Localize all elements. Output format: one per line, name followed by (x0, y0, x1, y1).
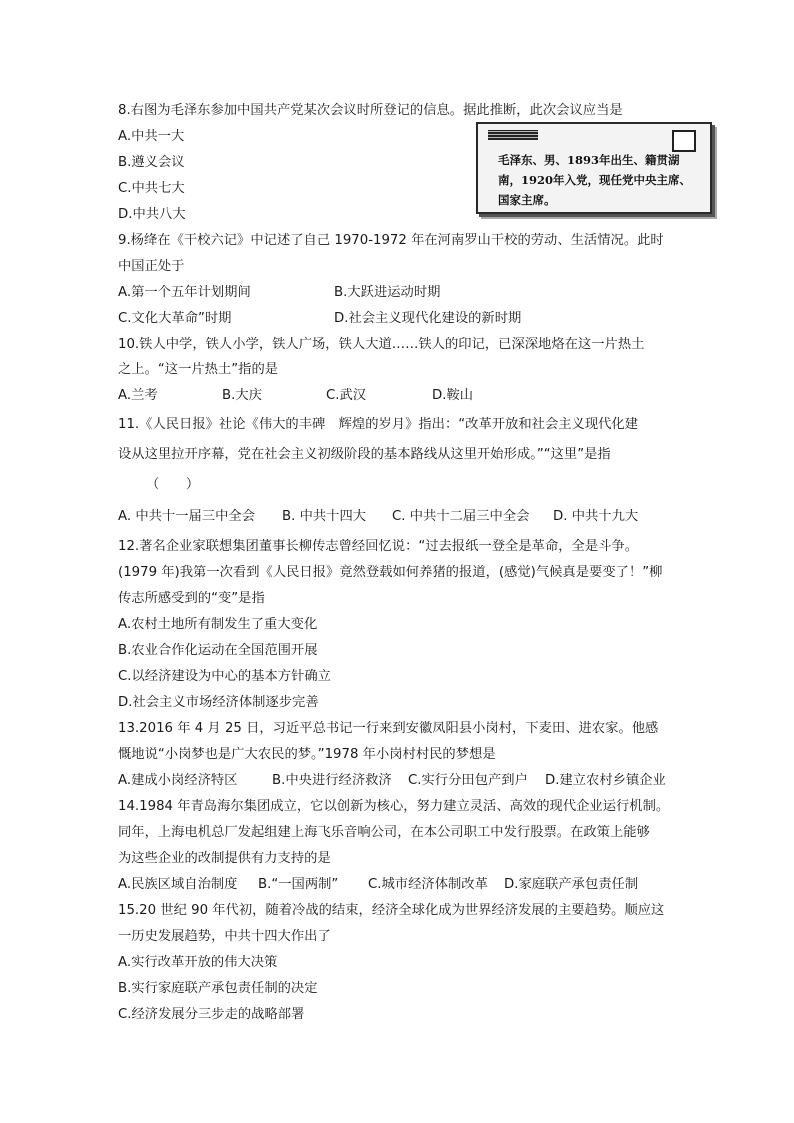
q11-option-c: C. 中共十二届三中全会 (392, 509, 530, 524)
q9-stem-2: 中国正处于 (118, 259, 185, 274)
q8-stem-1: 8.右图为毛泽东参加中国共产党某次会议时所登记的信息。据此推断，此次会议应当是 (118, 103, 623, 118)
q10-option-b: B.大庆 (222, 388, 262, 403)
q14-option-c: C.城市经济体制改革 (368, 877, 488, 892)
q15-option-c: C.经济发展分三步走的战略部署 (118, 1007, 305, 1022)
q13-option-a: A.建成小岗经济特区 (118, 773, 238, 788)
q8-option-a: A.中共一大 (118, 129, 185, 144)
q11-answer-bracket: （ ） (146, 477, 200, 492)
q14-option-d: D.家庭联产承包责任制 (504, 877, 639, 892)
q14-stem-1: 14.1984 年青岛海尔集团成立，它以创新为核心，努力建立灵活、高效的现代企业运行机制。 (118, 799, 670, 814)
q15-stem-1: 15.20 世纪 90 年代初，随着冷战的结束，经济全球化成为世界经济发展的主要趋势。顺应这 (118, 903, 665, 918)
q10-option-a: A.兰考 (118, 388, 158, 403)
q11-option-a: A. 中共十一届三中全会 (118, 509, 255, 524)
q12-option-b: B.农业合作化运动在全国范围开展 (118, 643, 318, 658)
q14-option-b: B.“一国两制” (258, 877, 339, 892)
q9-option-a: A.第一个五年计划期间 (118, 285, 251, 300)
q10-stem-1: 10.铁人中学，铁人小学，铁人广场，铁人大道……铁人的印记，已深深地烙在这一片热土 (118, 337, 645, 352)
q14-option-a: A.民族区域自治制度 (118, 877, 238, 892)
q13-stem-1: 13.2016 年 4 月 25 日，习近平总书记一行来到安徽凤阳县小岗村，下麦田、进农家。他感 (118, 721, 659, 736)
q8-option-b: B.遵义会议 (118, 155, 185, 170)
q15-option-b: B.实行家庭联产承包责任制的决定 (118, 981, 318, 996)
q12-stem-1: 12.著名企业家联想集团董事长柳传志曾经回忆说：“过去报纸一登全是革命，全是斗争。 (118, 539, 639, 554)
q13-option-b: B.中央进行经济救济 (272, 773, 392, 788)
q8-option-c: C.中共七大 (118, 181, 185, 196)
q14-stem-2: 同年，上海电机总厂发起组建上海飞乐音响公司，在本公司职工中发行股票。在政策上能够 (118, 825, 650, 840)
q9-option-c: C.文化大革命”时期 (118, 311, 232, 326)
q15-stem-2: 一历史发展趋势，中共十四大作出了 (118, 929, 331, 944)
q15-option-a: A.实行改革开放的伟大决策 (118, 955, 278, 970)
q11-option-b: B. 中共十四大 (282, 509, 367, 524)
registration-card-figure (476, 122, 712, 214)
q11-option-d: D. 中共十九大 (553, 509, 639, 524)
q12-stem-3: 传志所感受到的“变”是指 (118, 591, 265, 606)
q11-stem-1: 11.《人民日报》社论《伟大的丰碑 辉煌的岁月》指出：“改革开放和社会主义现代化建 (118, 417, 639, 432)
card-stamp-box (672, 130, 696, 152)
q9-stem-1: 9.杨绛在《干校六记》中记述了自己 1970-1972 年在河南罗山干校的劳动、生活情况。此时 (118, 233, 664, 248)
q9-option-b: B.大跃进运动时期 (334, 285, 441, 300)
q14-stem-3: 为这些企业的改制提供有力支持的是 (118, 851, 331, 866)
q12-option-d: D.社会主义市场经济体制逐步完善 (118, 695, 319, 710)
q10-option-d: D.鞍山 (432, 388, 474, 403)
q13-option-c: C.实行分田包产到户 (408, 773, 528, 788)
q12-option-c: C.以经济建设为中心的基本方针确立 (118, 669, 331, 684)
registration-card-text: 毛泽东、男、1893年出生、籍贯湖南，1920年入党，现任党中央主席、国家主席。 (498, 153, 692, 207)
q9-option-d: D.社会主义现代化建设的新时期 (334, 311, 522, 326)
q10-option-c: C.武汉 (326, 388, 367, 403)
q8-option-d: D.中共八大 (118, 207, 186, 222)
q13-stem-2: 慨地说“小岗梦也是广大农民的梦。”1978 年小岗村村民的梦想是 (118, 747, 496, 762)
q11-stem-2: 设从这里拉开序幕，党在社会主义初级阶段的基本路线从这里开始形成。”“这里”是指 (118, 447, 611, 462)
card-header-mark (488, 130, 538, 140)
q12-stem-2: (1979 年)我第一次看到《人民日报》竟然登载如何养猪的报道，(感觉)气候真是要变了！”柳 (118, 565, 663, 580)
q12-option-a: A.农村土地所有制发生了重大变化 (118, 617, 318, 632)
q13-option-d: D.建立农村乡镇企业 (545, 773, 666, 788)
q10-stem-2: 之上。“这一片热土”指的是 (118, 362, 279, 377)
